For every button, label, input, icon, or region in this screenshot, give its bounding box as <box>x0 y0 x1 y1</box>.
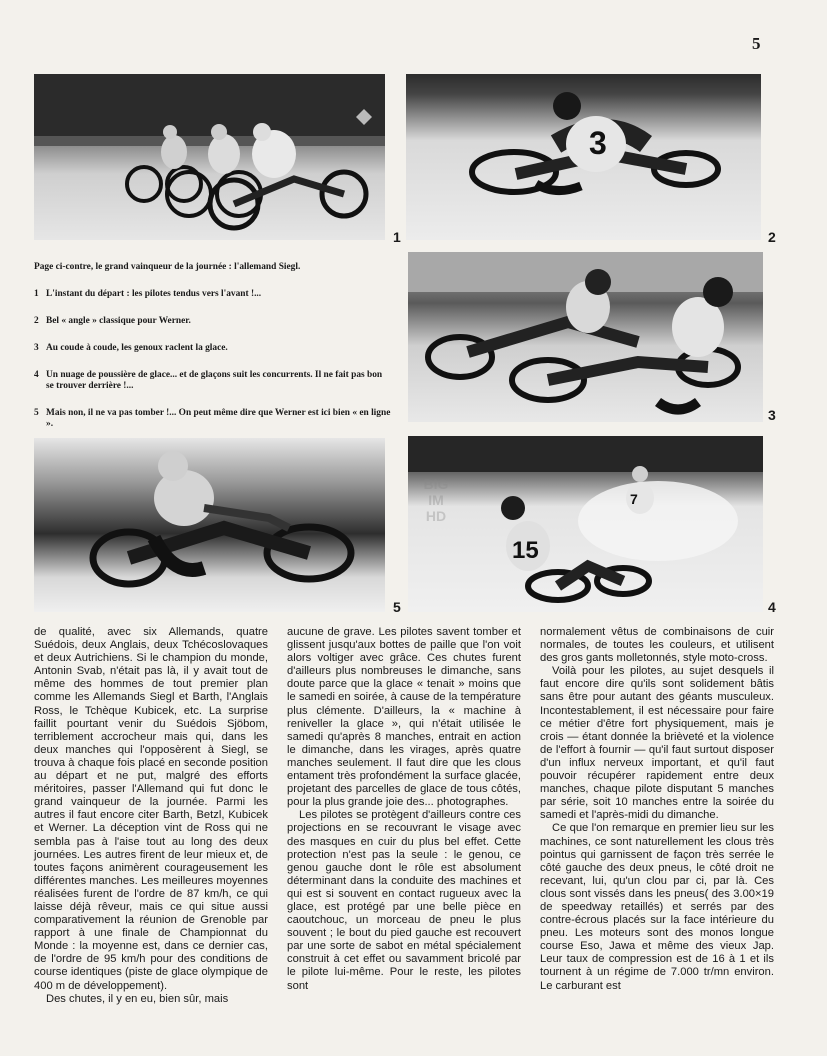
paragraph: Voilà pour les pilotes, au sujet desquels il faut encore dire qu'ils sont solidement bâtis sans être pour autant des géants musculeux. Incontestablement, il est nécessaire pour faire ce métier d'être fort physiquement, mais je crois — étant donnée la brièveté et la violence de l'effort à fournir — qu'il faut surtout disposer d'un influx nerveux important, et qu'il faut pouvoir récupérer rapidement entre deux manches, chaque pilote disputant 5 manches par série, soit 10 manches entre la soirée du samedi et l'après-midi du dimanche. <box>540 665 774 822</box>
photo-label-3: 3 <box>768 407 776 423</box>
paragraph: aucune de grave. Les pilotes savent tomber et glissent jusqu'aux bottes de paille que l'on voit alors voltiger avec grâce. Ces chutes furent d'ailleurs plus nombreuses le dimanche, sans doute parce que la glace « tenait » moins que le samedi en soirée, à cause de la température plus clémente. D'ailleurs, la « machine à reniveller la glace », qui n'était utilisée le samedi qu'après 8 manches, entrait en action le dimanche, dans les virages, après quatre manches seulement. Il faut dire que les clous entament très profondément la surface glacée, projetant des parcelles de glace de tous côtés, pour la plus grande joie des... photographes. <box>287 626 521 809</box>
paragraph: de qualité, avec six Allemands, quatre Suédois, deux Anglais, deux Tchécoslovaques et deux Autrichiens. Si le champion du monde, Antonin Svab, n'était pas là, il y avait tout de même des hommes de tout premier plan comme les Allemands Siegl et Barth, l'Anglais Ross, le Tchèque Kubicek, etc. La surprise faillit pourtant venir du Suédois Sjöbom, terriblement accrocheur mais qui, dans les deux manches qui l'opposèrent à Siegl, se trouva à chaque fois placé en seconde position au départ et ne put, malgré des efforts méritoires, passer l'Allemand qui fut donc le grand vainqueur de la journée. Parmi les autres il faut encore citer Barth, Betzl, Kubicek et Werner. La déception vint de Ross qui ne sembla pas à l'aise tout au long des deux journées. Les autres firent de leur mieux et, de toutes façons animèrent courageusement les différentes manches. Les meilleures moyennes réalisées furent de l'ordre de 87 km/h, ce qui laisse déjà rêveur, mais ce qui situe aussi comparativement la réunion de Grenoble par rapport à une finale de Championnat du Monde : la moyenne est, dans ce dernier cas, de l'ordre de 95 km/h pour des conditions de course identiques (piste de glace olympique de 400 m de développement). <box>34 626 268 992</box>
page-number: 5 <box>752 34 761 53</box>
article-body <box>34 626 774 1046</box>
paragraph: Des chutes, il y en eu, bien sûr, mais <box>46 992 229 1005</box>
photo-2-illustration <box>406 74 761 240</box>
caption-item: 3 Au coude à coude, les genoux raclent la glace. <box>34 343 228 353</box>
rider-number-photo-4-front: 15 <box>512 537 539 564</box>
paragraph: Ce que l'on remarque en premier lieu sur les machines, ce sont naturellement les clous très pointus qui garnissent de façon très serrée le côté gauche des deux pneus, le côté droit ne recevant, lui, qu'un clou par ci, par là. Ces clous sont vissés dans les pneus( des 3.00×19 de speedway retaillés) et serrés par des contre-écrous placés sur la face intérieure du pneu. Les moteurs sont des monos longue course Eso, Jawa et même des vieux Jap. Leur taux de compression est de 16 à 1 et ils tournent à un régime de 7.000 tr/mn environ. Le carburant est <box>540 822 774 992</box>
photo-1-illustration <box>34 74 385 240</box>
photo-2-werner <box>406 74 761 240</box>
photo-3-elbow-to-elbow <box>408 252 763 422</box>
photo-1-start <box>34 74 385 240</box>
article-column-1 <box>34 626 268 1046</box>
photo-label-4: 4 <box>768 599 776 615</box>
article-column-3 <box>540 626 774 1046</box>
photo-3-illustration <box>408 252 763 422</box>
watermark-logo: BIG IM HD <box>423 476 449 524</box>
caption-item: 5 Mais non, il ne va pas tomber !... On peut même dire que Werner est ici bien « en ligne ». <box>34 408 391 429</box>
paragraph: Les pilotes se protègent d'ailleurs contre ces projections en se recouvrant le visage avec des masques en cuir du plus bel effet. Cette protection n'est pas la seule : le genou, ce genou gauche dont le rôle est absolument déterminant dans la conduite des machines et qui est si souvent en contact rugueux avec la glace, est protégé par une belle pièce en caoutchouc, un morceau de pneu le plus souvent ; le bout du pied gauche est recouvert par une sorte de sabot en métal spécialement construit à cet effet ou savamment bricolé par le pilote lui-même. Pour le reste, les pilotes sont <box>287 809 521 992</box>
photo-5-werner-in-line <box>34 438 385 612</box>
photo-label-5: 5 <box>393 599 401 615</box>
caption-intro: Page ci-contre, le grand vainqueur de la journée : l'allemand Siegl. <box>34 262 301 272</box>
caption-item: 1 L'instant du départ : les pilotes tendus vers l'avant !... <box>34 289 262 299</box>
caption-item: 4 Un nuage de poussière de glace... et de glaçons suit les concurrents. Il ne fait pas bon se trouver derrière !... <box>34 370 383 391</box>
caption-item: 2 Bel « angle » classique pour Werner. <box>34 316 191 326</box>
photo-5-illustration <box>34 438 385 612</box>
rider-number-photo-2: 3 <box>589 125 607 161</box>
photo-captions <box>34 262 392 446</box>
paragraph: normalement vêtus de combinaisons de cuir normales, de toutes les couleurs, et utilisent des gros gants molletonnés, style moto-cross. <box>540 626 774 665</box>
article-column-2 <box>287 626 521 1046</box>
rider-number-photo-4-back: 7 <box>630 491 638 507</box>
photo-label-1: 1 <box>393 229 401 245</box>
photo-label-2: 2 <box>768 229 776 245</box>
